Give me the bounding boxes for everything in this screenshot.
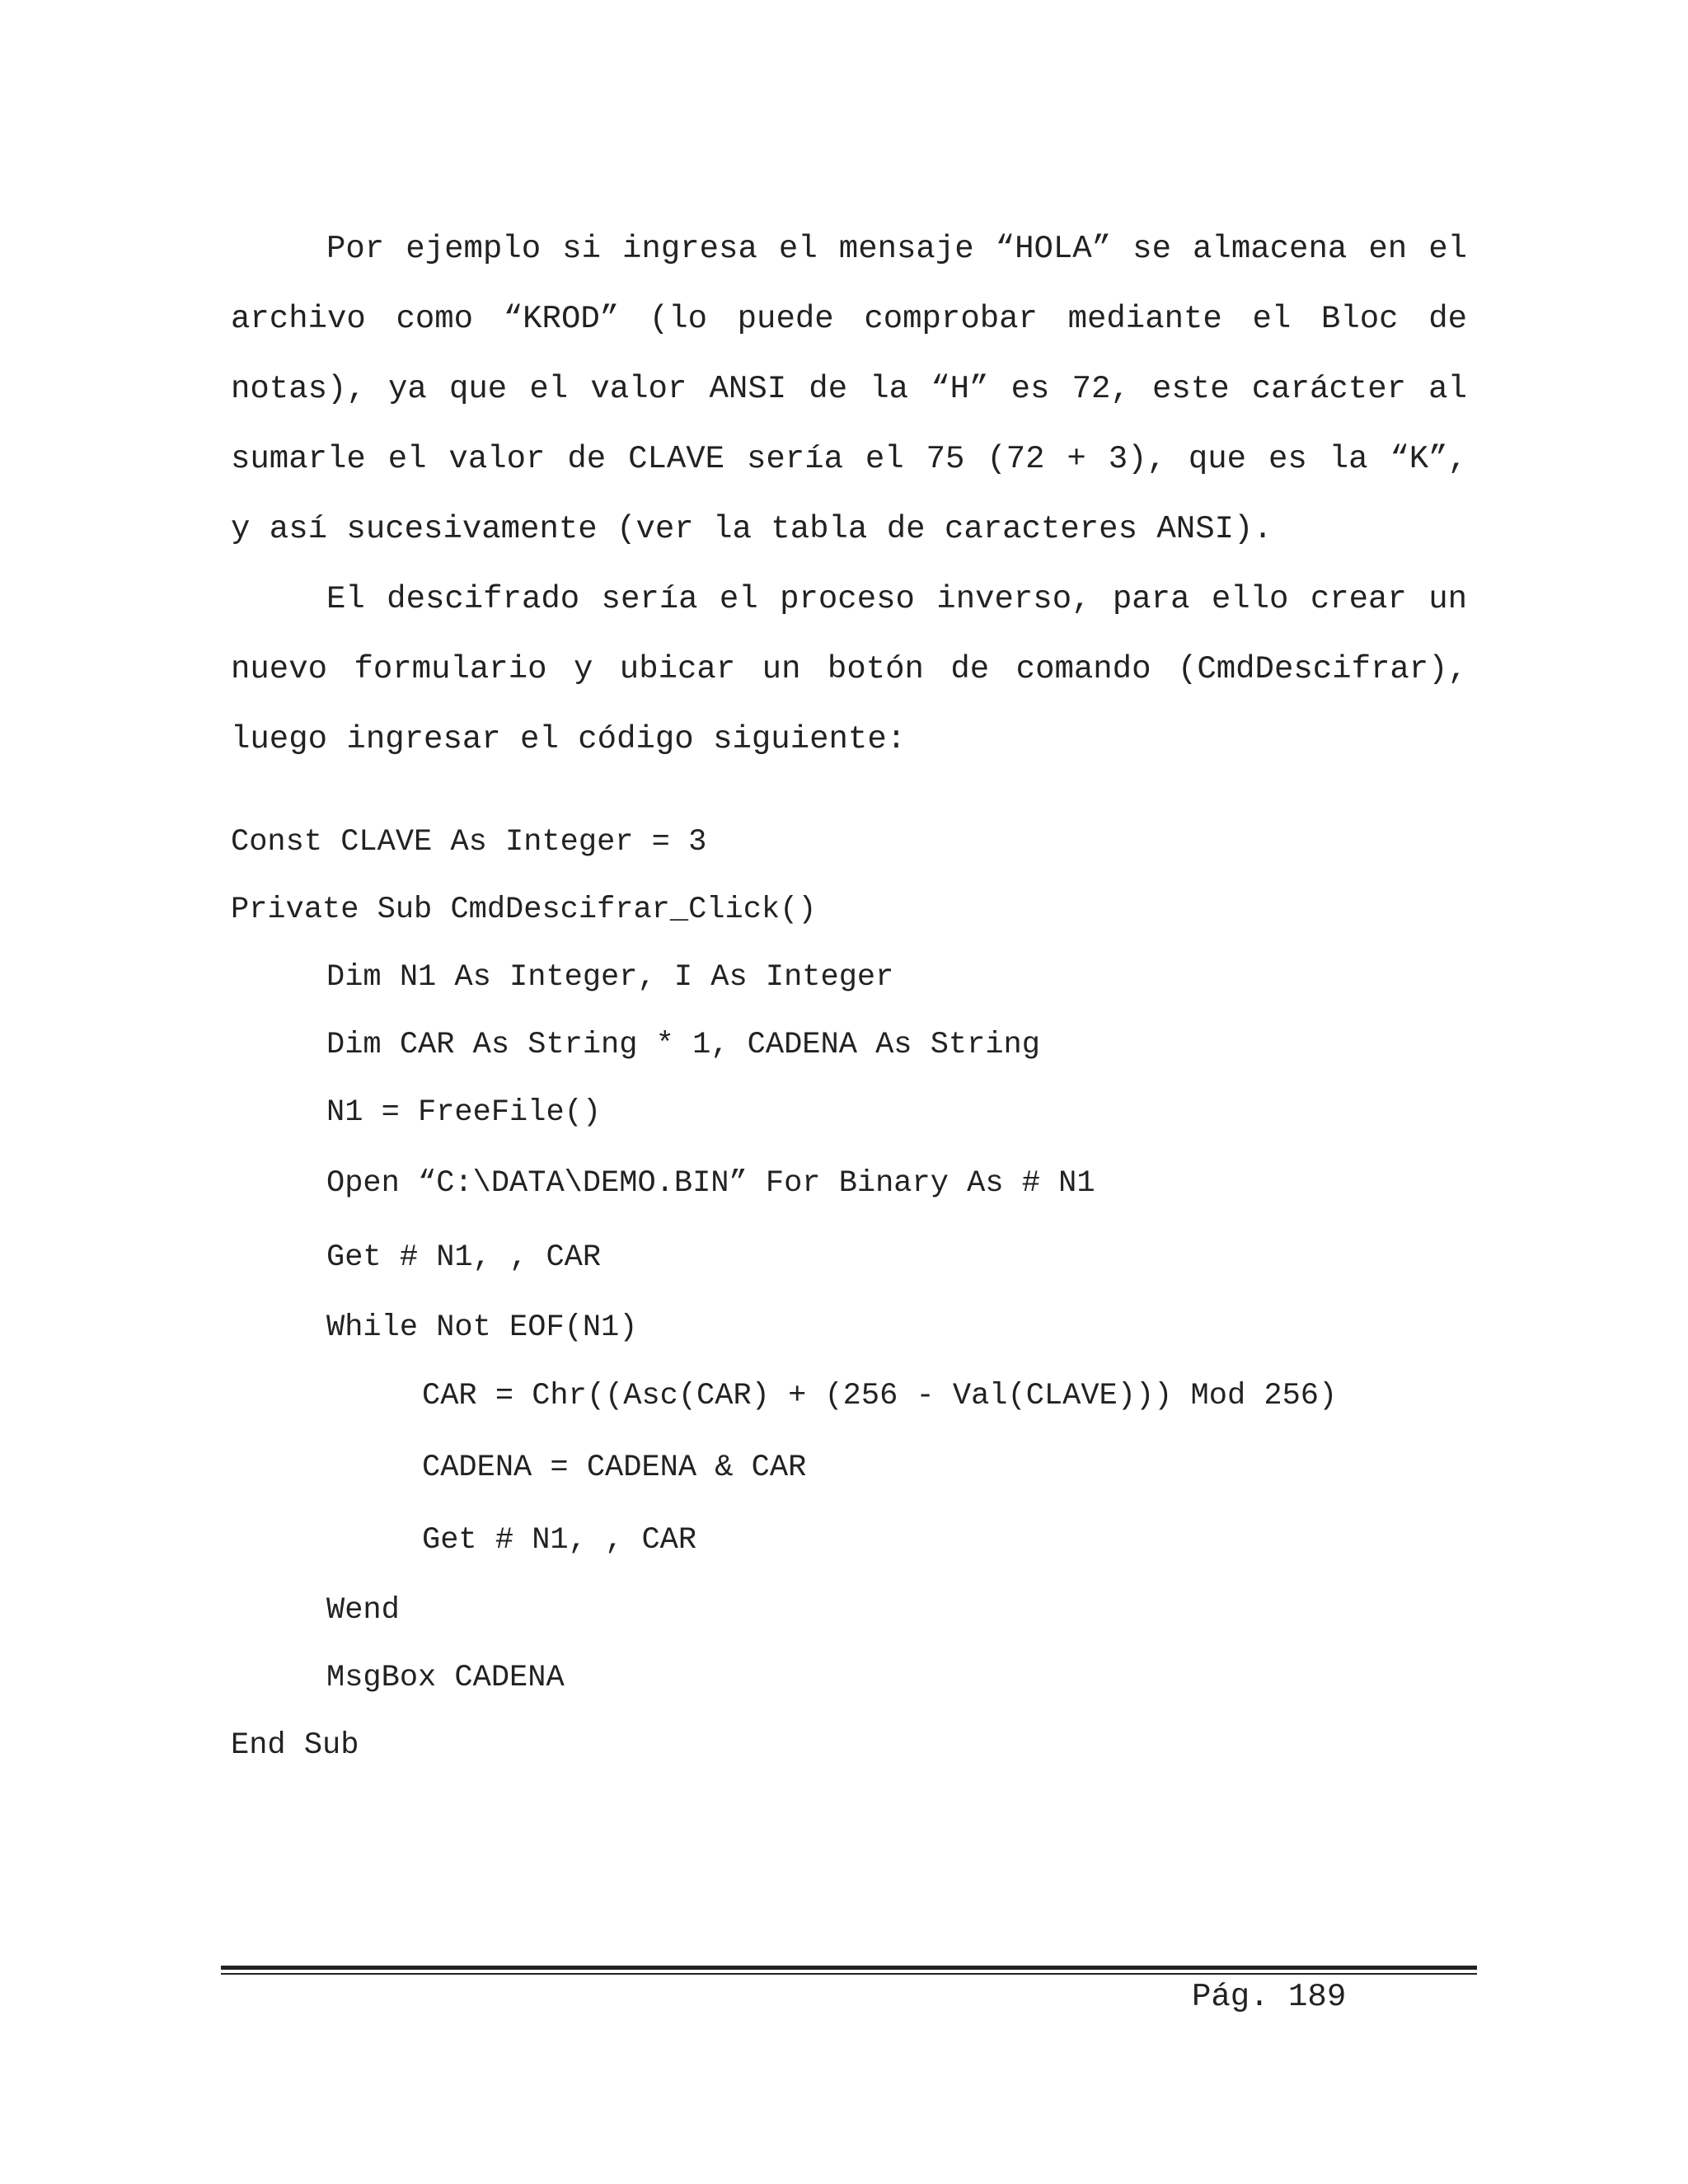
paragraph-line: y así sucesivamente (ver la tabla de caracteres ANSI). (231, 511, 1273, 547)
paragraph-2 (231, 565, 1467, 775)
code-line: CADENA = CADENA & CAR (422, 1451, 807, 1485)
code-line: Dim CAR As String * 1, CADENA As String (326, 1028, 1040, 1062)
code-line: Get # N1, , CAR (326, 1240, 602, 1275)
code-line: Open “C:\DATA\DEMO.BIN” For Binary As # N1 (326, 1166, 1095, 1201)
paragraph-1 (231, 214, 1467, 565)
code-line: While Not EOF(N1) (326, 1310, 638, 1345)
paragraph-line: sumarle el valor de CLAVE sería el 75 (72 + 3), que es la “K”, (231, 441, 1467, 477)
footer-rule-thin (221, 1973, 1477, 1975)
paragraph-line: notas), ya que el valor ANSI de la “H” es 72, este carácter al (231, 371, 1467, 407)
code-line: Get # N1, , CAR (422, 1523, 697, 1558)
code-line: Private Sub CmdDescifrar_Click() (231, 893, 817, 927)
code-line: Const CLAVE As Integer = 3 (231, 825, 707, 860)
footer-rule (221, 1966, 1477, 1970)
page-number: Pág. 189 (1192, 1979, 1347, 2015)
code-line: Dim N1 As Integer, I As Integer (326, 960, 894, 995)
paragraph-line: luego ingresar el código siguiente: (231, 721, 907, 757)
code-line: MsgBox CADENA (326, 1661, 565, 1695)
code-line: Wend (326, 1593, 400, 1628)
paragraph-line: nuevo formulario y ubicar un botón de comando (CmdDescifrar), (231, 651, 1467, 687)
code-line: N1 = FreeFile() (326, 1095, 602, 1130)
paragraph-line: El descifrado sería el proceso inverso, para ello crear un (326, 581, 1467, 617)
code-line: End Sub (231, 1728, 359, 1763)
code-line: CAR = Chr((Asc(CAR) + (256 - Val(CLAVE))) Mod 256) (422, 1379, 1338, 1413)
paragraph-line: Por ejemplo si ingresa el mensaje “HOLA” se almacena en el (326, 231, 1467, 267)
paragraph-line: archivo como “KROD” (lo puede comprobar mediante el Bloc de (231, 301, 1467, 337)
